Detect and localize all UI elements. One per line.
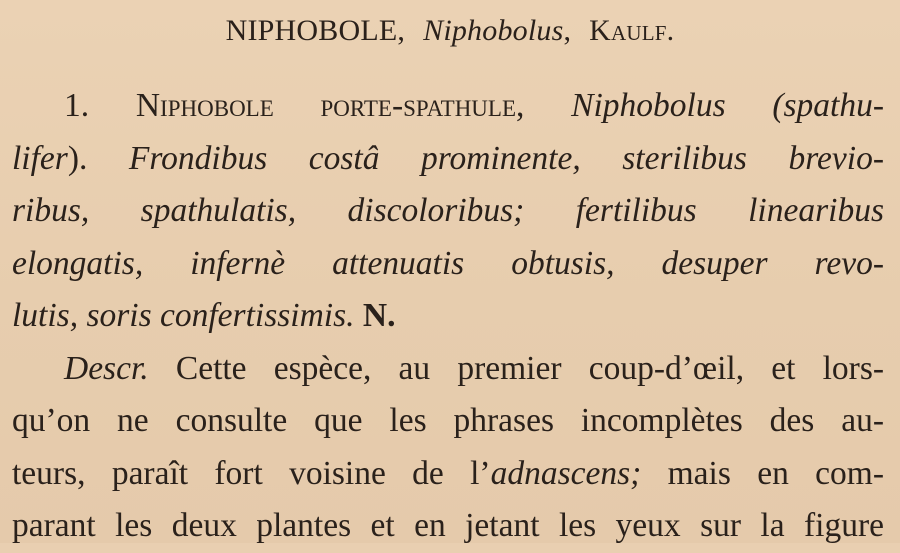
species-reference: adnascens; <box>490 454 642 492</box>
diagnosis-author: N. <box>362 297 396 334</box>
species-entry-line-3: ribus, spathulatis, discoloribus; fertilibus linearibus <box>12 192 884 229</box>
description-line-3 <box>12 448 884 501</box>
text-body <box>12 80 884 553</box>
species-entry-line-5 <box>12 290 884 343</box>
species-paren-close: ). <box>67 139 129 177</box>
heading-comma: , <box>563 14 572 47</box>
description-text: teurs, paraît fort voisine de l’ <box>12 454 491 492</box>
description-text: mais en com- <box>641 454 884 492</box>
description-text: Cette espèce, au premier coup-d’œil, et lors- <box>175 349 885 387</box>
description-line-4: parant les deux plantes et en jetant les yeux sur la figure <box>12 507 884 544</box>
diagnosis-text: Frondibus costâ prominente, sterilibus brevio- <box>128 139 884 177</box>
description-line-2: qu’on ne consulte que les phrases incomplètes des au- <box>12 402 884 439</box>
species-entry-line-4: elongatis, infernè attenuatis obtusis, desuper revo- <box>12 244 884 282</box>
species-french-name: Niphobole porte-spathule <box>135 87 517 124</box>
diagnosis-end: lutis, soris confertissimis. <box>12 297 355 334</box>
genus-author: Kaulf. <box>589 14 675 47</box>
genus-heading <box>0 14 900 48</box>
genus-french-name: NIPHOBOLE <box>225 14 398 47</box>
species-number: 1. <box>64 87 90 124</box>
entry-separator: , <box>516 87 525 124</box>
species-entry-line-1 <box>12 80 884 133</box>
description-line-1 <box>12 343 884 396</box>
species-latin-name: Niphobolus (spathu- <box>571 87 885 124</box>
species-entry-line-2 <box>12 133 884 186</box>
heading-comma: , <box>397 14 406 47</box>
species-epithet-end: lifer <box>12 139 68 177</box>
genus-latin-name: Niphobolus <box>423 14 564 47</box>
description-label: Descr. <box>64 349 149 387</box>
